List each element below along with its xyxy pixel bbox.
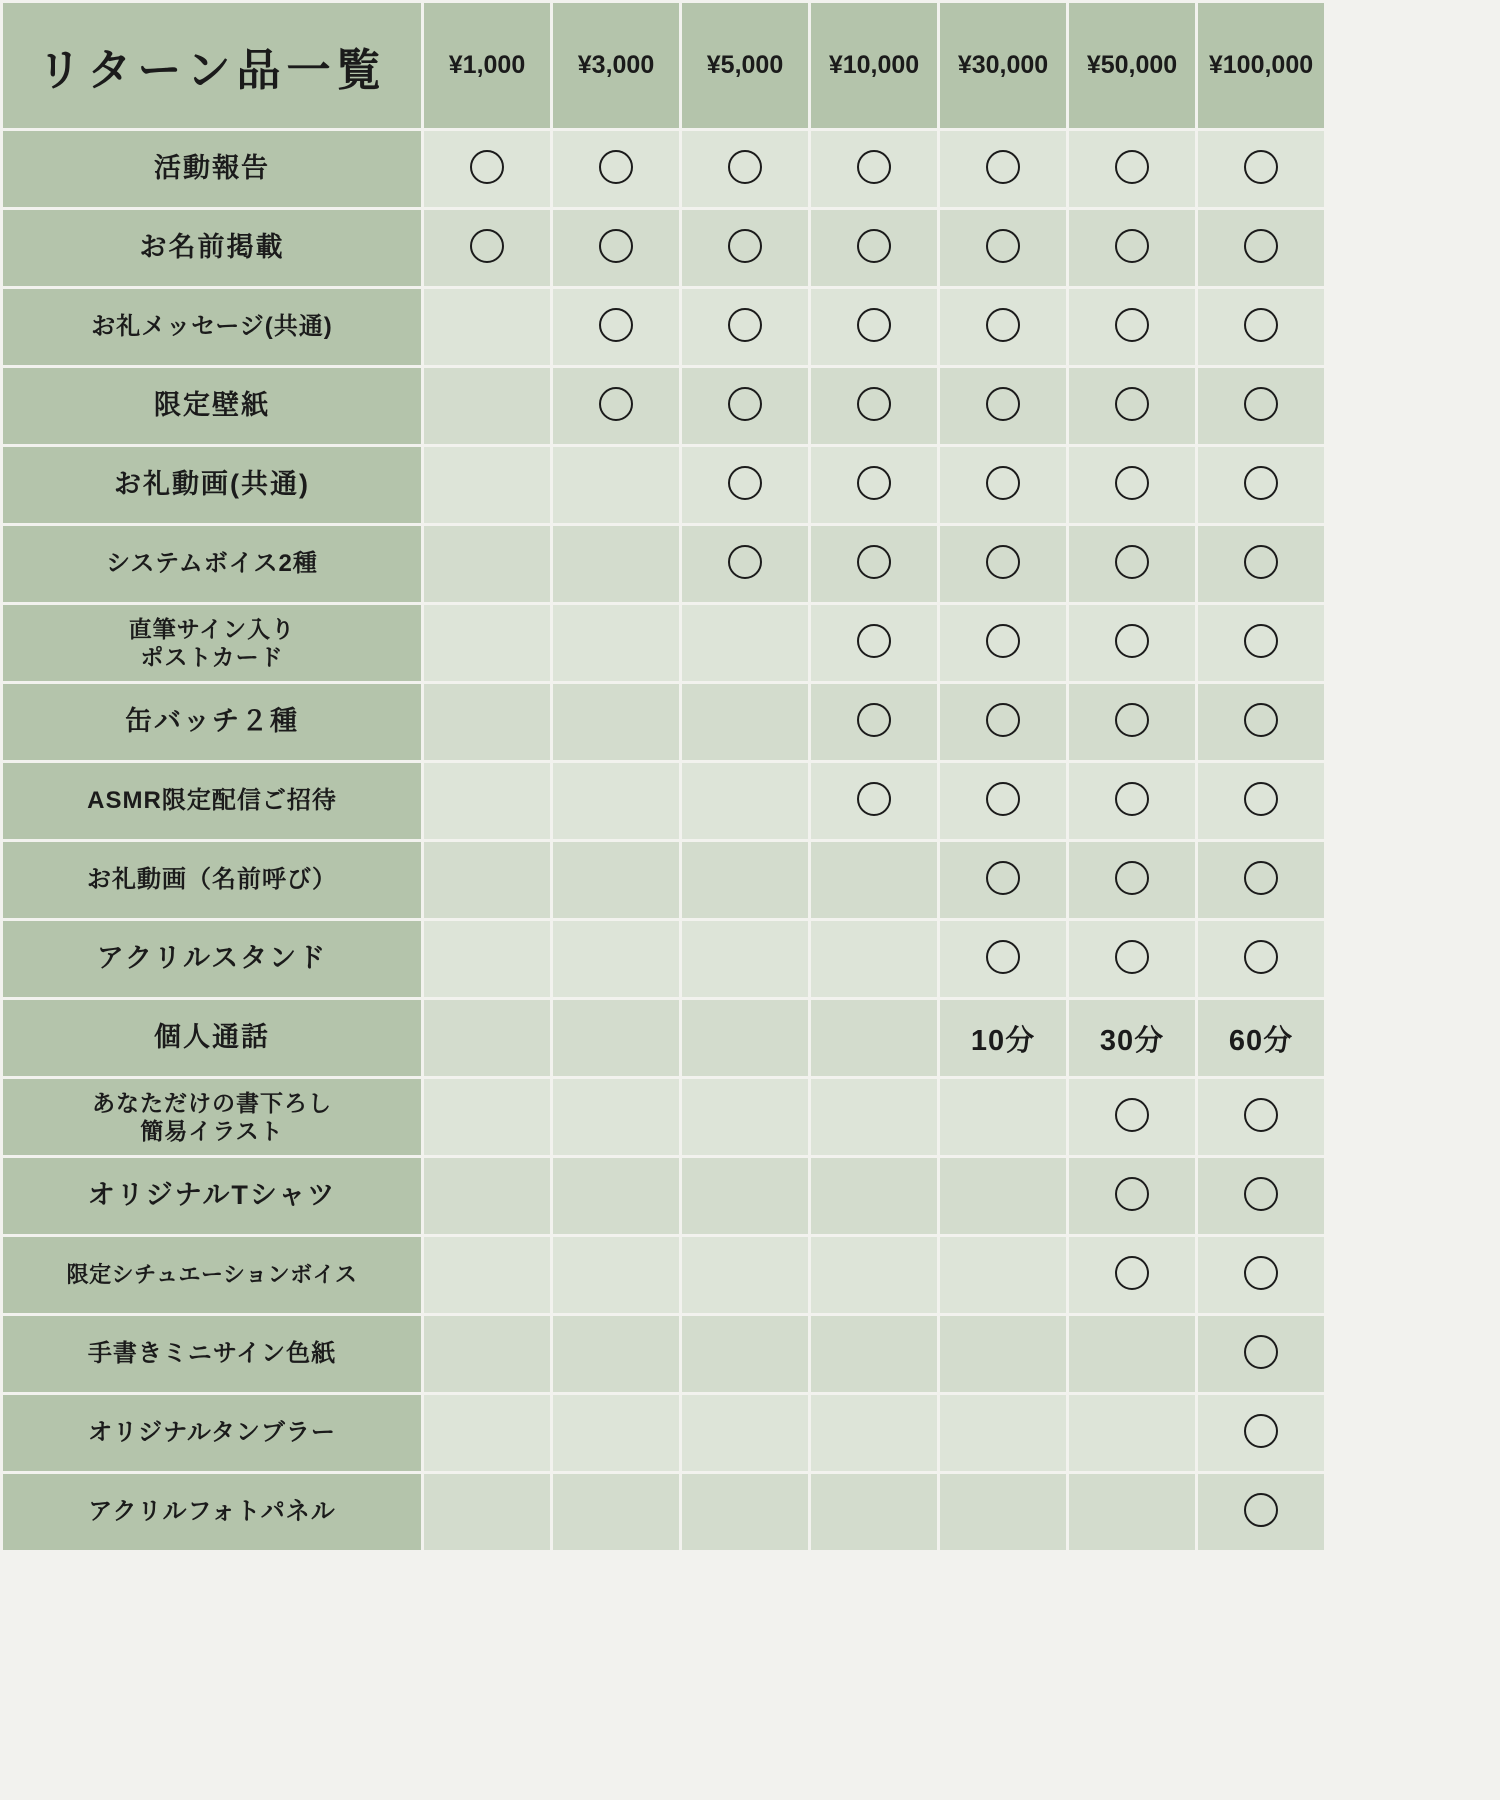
table-row bbox=[3, 921, 1324, 997]
cell-value: 30分 bbox=[1099, 1024, 1165, 1057]
table-row bbox=[3, 605, 1324, 681]
row-label-line: ASMR限定配信ご招待 bbox=[87, 787, 337, 815]
table-cell bbox=[1198, 605, 1324, 681]
table-cell bbox=[1198, 1395, 1324, 1471]
table-cell bbox=[682, 131, 808, 207]
table-cell bbox=[682, 1316, 808, 1392]
table-cell bbox=[682, 684, 808, 760]
table-row bbox=[3, 526, 1324, 602]
table-cell bbox=[1198, 921, 1324, 997]
row-label bbox=[3, 447, 421, 523]
row-label-line: ポストカード bbox=[140, 644, 284, 670]
circle-mark-icon bbox=[1115, 466, 1149, 500]
tier-header-1: ¥1,000 bbox=[424, 3, 550, 128]
table-cell bbox=[682, 1158, 808, 1234]
row-label bbox=[3, 921, 421, 997]
table-cell bbox=[1069, 368, 1195, 444]
circle-mark-icon bbox=[1115, 940, 1149, 974]
circle-mark-icon bbox=[599, 150, 633, 184]
row-label bbox=[3, 210, 421, 286]
table-cell bbox=[1069, 289, 1195, 365]
circle-mark-icon bbox=[728, 308, 762, 342]
circle-mark-icon bbox=[986, 861, 1020, 895]
circle-mark-icon bbox=[1244, 940, 1278, 974]
table-row bbox=[3, 1474, 1324, 1550]
table-cell bbox=[553, 1000, 679, 1076]
tier-header-6: ¥50,000 bbox=[1069, 3, 1195, 128]
table-cell bbox=[424, 684, 550, 760]
row-label bbox=[3, 1474, 421, 1550]
table-row bbox=[3, 1079, 1324, 1155]
table-row bbox=[3, 1000, 1324, 1076]
row-label-line: 直筆サイン入り bbox=[128, 615, 296, 642]
table-cell bbox=[1198, 289, 1324, 365]
row-label-line: オリジナルTシャツ bbox=[87, 1180, 337, 1211]
table-cell bbox=[811, 921, 937, 997]
circle-mark-icon bbox=[986, 782, 1020, 816]
table-cell bbox=[1069, 447, 1195, 523]
table-cell bbox=[1069, 842, 1195, 918]
table-cell bbox=[682, 447, 808, 523]
table-cell bbox=[940, 684, 1066, 760]
table-cell bbox=[1198, 1000, 1324, 1076]
row-label-line: オリジナルタンブラー bbox=[88, 1419, 336, 1447]
circle-mark-icon bbox=[857, 229, 891, 263]
table-cell bbox=[1198, 210, 1324, 286]
circle-mark-icon bbox=[857, 150, 891, 184]
circle-mark-icon bbox=[1244, 150, 1278, 184]
circle-mark-icon bbox=[470, 150, 504, 184]
circle-mark-icon bbox=[1244, 782, 1278, 816]
table-cell bbox=[1198, 1079, 1324, 1155]
table-header bbox=[3, 3, 1324, 128]
table-cell bbox=[1198, 1237, 1324, 1313]
circle-mark-icon bbox=[1244, 387, 1278, 421]
circle-mark-icon bbox=[728, 466, 762, 500]
table-cell bbox=[940, 526, 1066, 602]
circle-mark-icon bbox=[599, 229, 633, 263]
table-row bbox=[3, 1395, 1324, 1471]
circle-mark-icon bbox=[1244, 308, 1278, 342]
table-cell bbox=[682, 526, 808, 602]
table-cell bbox=[811, 842, 937, 918]
row-label-line: システムボイス2種 bbox=[106, 550, 318, 578]
table-cell bbox=[940, 368, 1066, 444]
table-cell bbox=[553, 763, 679, 839]
table-cell bbox=[424, 210, 550, 286]
circle-mark-icon bbox=[1115, 308, 1149, 342]
table-cell bbox=[1198, 1474, 1324, 1550]
table-row bbox=[3, 763, 1324, 839]
table-cell bbox=[682, 1474, 808, 1550]
table-cell bbox=[553, 1395, 679, 1471]
table-cell bbox=[424, 447, 550, 523]
table-cell bbox=[1198, 447, 1324, 523]
table-cell bbox=[1198, 1316, 1324, 1392]
table-cell bbox=[424, 1000, 550, 1076]
table-cell bbox=[1069, 210, 1195, 286]
table-cell bbox=[1069, 684, 1195, 760]
table-cell bbox=[553, 1079, 679, 1155]
table-cell bbox=[1069, 921, 1195, 997]
table-cell bbox=[1069, 526, 1195, 602]
table-cell bbox=[553, 1237, 679, 1313]
row-label bbox=[3, 526, 421, 602]
circle-mark-icon bbox=[470, 229, 504, 263]
circle-mark-icon bbox=[857, 308, 891, 342]
table-cell bbox=[811, 1395, 937, 1471]
table-cell bbox=[424, 1079, 550, 1155]
circle-mark-icon bbox=[986, 229, 1020, 263]
table-cell bbox=[682, 842, 808, 918]
circle-mark-icon bbox=[728, 387, 762, 421]
table-cell bbox=[940, 1237, 1066, 1313]
table-cell bbox=[811, 605, 937, 681]
table-cell bbox=[682, 289, 808, 365]
table-cell bbox=[682, 1395, 808, 1471]
circle-mark-icon bbox=[728, 150, 762, 184]
table-cell bbox=[940, 447, 1066, 523]
table-cell bbox=[940, 763, 1066, 839]
circle-mark-icon bbox=[1244, 1493, 1278, 1527]
table-cell bbox=[553, 684, 679, 760]
row-label bbox=[3, 1395, 421, 1471]
circle-mark-icon bbox=[1244, 1414, 1278, 1448]
table-cell bbox=[682, 921, 808, 997]
table-cell bbox=[424, 1237, 550, 1313]
table-cell bbox=[811, 210, 937, 286]
table-cell bbox=[424, 763, 550, 839]
row-label bbox=[3, 842, 421, 918]
table-row bbox=[3, 368, 1324, 444]
table-cell bbox=[1069, 1237, 1195, 1313]
table-row bbox=[3, 684, 1324, 760]
table-cell bbox=[1069, 1000, 1195, 1076]
circle-mark-icon bbox=[1115, 1098, 1149, 1132]
circle-mark-icon bbox=[1115, 703, 1149, 737]
table-cell bbox=[682, 1000, 808, 1076]
table-row bbox=[3, 842, 1324, 918]
table-row bbox=[3, 1237, 1324, 1313]
cell-value: 60分 bbox=[1228, 1024, 1294, 1057]
table-cell bbox=[553, 447, 679, 523]
table-row bbox=[3, 210, 1324, 286]
table-cell bbox=[811, 1000, 937, 1076]
table-cell bbox=[940, 289, 1066, 365]
row-label-line: お礼動画(共通) bbox=[114, 469, 310, 500]
circle-mark-icon bbox=[857, 466, 891, 500]
table-cell bbox=[940, 131, 1066, 207]
row-label bbox=[3, 1316, 421, 1392]
table-cell bbox=[811, 1316, 937, 1392]
circle-mark-icon bbox=[986, 466, 1020, 500]
table-cell bbox=[811, 684, 937, 760]
table-cell bbox=[424, 289, 550, 365]
circle-mark-icon bbox=[986, 545, 1020, 579]
circle-mark-icon bbox=[1244, 703, 1278, 737]
table-cell bbox=[1069, 763, 1195, 839]
table-cell bbox=[940, 210, 1066, 286]
table-cell bbox=[811, 526, 937, 602]
table-cell bbox=[940, 1158, 1066, 1234]
circle-mark-icon bbox=[1115, 229, 1149, 263]
table-row bbox=[3, 131, 1324, 207]
table-cell bbox=[940, 1395, 1066, 1471]
row-label bbox=[3, 763, 421, 839]
table-cell bbox=[811, 1158, 937, 1234]
table-cell bbox=[940, 1000, 1066, 1076]
tier-header-7: ¥100,000 bbox=[1198, 3, 1324, 128]
table-cell bbox=[553, 526, 679, 602]
circle-mark-icon bbox=[1115, 624, 1149, 658]
row-label bbox=[3, 1079, 421, 1155]
table-cell bbox=[940, 1316, 1066, 1392]
tier-header-3: ¥5,000 bbox=[682, 3, 808, 128]
circle-mark-icon bbox=[857, 387, 891, 421]
table-cell bbox=[1069, 1316, 1195, 1392]
circle-mark-icon bbox=[599, 387, 633, 421]
row-label-line: あなただけの書下ろし bbox=[92, 1089, 332, 1116]
table-cell bbox=[682, 1079, 808, 1155]
table-cell bbox=[553, 842, 679, 918]
table-cell bbox=[811, 1237, 937, 1313]
row-label bbox=[3, 605, 421, 681]
row-label-line: 限定壁紙 bbox=[154, 390, 270, 421]
circle-mark-icon bbox=[1115, 861, 1149, 895]
circle-mark-icon bbox=[986, 150, 1020, 184]
table-cell bbox=[1069, 1395, 1195, 1471]
circle-mark-icon bbox=[986, 940, 1020, 974]
table-cell bbox=[424, 131, 550, 207]
table-cell bbox=[424, 1158, 550, 1234]
circle-mark-icon bbox=[1244, 1256, 1278, 1290]
table-cell bbox=[811, 1079, 937, 1155]
table-cell bbox=[553, 210, 679, 286]
table-row bbox=[3, 1316, 1324, 1392]
table-cell bbox=[424, 1316, 550, 1392]
table-cell bbox=[424, 368, 550, 444]
table-cell bbox=[811, 447, 937, 523]
table-cell bbox=[940, 842, 1066, 918]
row-label-line: 簡易イラスト bbox=[140, 1118, 284, 1144]
tier-header-5: ¥30,000 bbox=[940, 3, 1066, 128]
table-cell bbox=[424, 605, 550, 681]
table-cell bbox=[940, 605, 1066, 681]
circle-mark-icon bbox=[857, 624, 891, 658]
circle-mark-icon bbox=[986, 387, 1020, 421]
table-cell bbox=[811, 131, 937, 207]
row-label-line: アクリルスタンド bbox=[96, 943, 328, 974]
row-label-line: お礼メッセージ(共通) bbox=[91, 313, 333, 341]
table-cell bbox=[424, 921, 550, 997]
circle-mark-icon bbox=[1244, 624, 1278, 658]
table-cell bbox=[553, 605, 679, 681]
table-cell bbox=[940, 1079, 1066, 1155]
table-cell bbox=[940, 921, 1066, 997]
table-cell bbox=[811, 763, 937, 839]
table-cell bbox=[553, 921, 679, 997]
table-cell bbox=[940, 1474, 1066, 1550]
table-cell bbox=[553, 1316, 679, 1392]
table-cell bbox=[424, 1474, 550, 1550]
table-cell bbox=[1198, 763, 1324, 839]
table-cell bbox=[553, 1158, 679, 1234]
row-label bbox=[3, 1000, 421, 1076]
table-cell bbox=[682, 763, 808, 839]
table-cell bbox=[811, 1474, 937, 1550]
circle-mark-icon bbox=[857, 545, 891, 579]
table-cell bbox=[682, 1237, 808, 1313]
circle-mark-icon bbox=[728, 545, 762, 579]
table-cell bbox=[424, 1395, 550, 1471]
table-cell bbox=[553, 368, 679, 444]
circle-mark-icon bbox=[986, 624, 1020, 658]
tier-header-4: ¥10,000 bbox=[811, 3, 937, 128]
table-body bbox=[3, 131, 1324, 1550]
circle-mark-icon bbox=[1115, 545, 1149, 579]
row-label bbox=[3, 1237, 421, 1313]
table-title: リターン品一覧 bbox=[3, 3, 421, 128]
circle-mark-icon bbox=[857, 703, 891, 737]
row-label-line: 缶バッチ２種 bbox=[125, 706, 299, 737]
row-label bbox=[3, 368, 421, 444]
table-cell bbox=[1198, 526, 1324, 602]
circle-mark-icon bbox=[1244, 466, 1278, 500]
circle-mark-icon bbox=[857, 782, 891, 816]
circle-mark-icon bbox=[1115, 387, 1149, 421]
table-cell bbox=[1198, 1158, 1324, 1234]
table-cell bbox=[811, 368, 937, 444]
table-cell bbox=[1069, 605, 1195, 681]
row-label-line: 限定シチュエーションボイス bbox=[66, 1262, 358, 1288]
circle-mark-icon bbox=[1115, 1256, 1149, 1290]
header-row bbox=[3, 3, 1324, 128]
circle-mark-icon bbox=[986, 308, 1020, 342]
circle-mark-icon bbox=[1115, 782, 1149, 816]
table-cell bbox=[1198, 842, 1324, 918]
table-cell bbox=[424, 842, 550, 918]
circle-mark-icon bbox=[728, 229, 762, 263]
table-cell bbox=[1198, 684, 1324, 760]
circle-mark-icon bbox=[1115, 150, 1149, 184]
table-cell bbox=[682, 368, 808, 444]
table-row bbox=[3, 1158, 1324, 1234]
table-row bbox=[3, 289, 1324, 365]
row-label-line: 手書きミニサイン色紙 bbox=[87, 1340, 337, 1368]
table-cell bbox=[1069, 1079, 1195, 1155]
circle-mark-icon bbox=[1244, 229, 1278, 263]
circle-mark-icon bbox=[1244, 1098, 1278, 1132]
circle-mark-icon bbox=[599, 308, 633, 342]
circle-mark-icon bbox=[986, 703, 1020, 737]
table-cell bbox=[553, 131, 679, 207]
circle-mark-icon bbox=[1244, 545, 1278, 579]
circle-mark-icon bbox=[1244, 861, 1278, 895]
table-cell bbox=[553, 1474, 679, 1550]
table-cell bbox=[424, 526, 550, 602]
row-label-line: 活動報告 bbox=[154, 153, 270, 184]
table-cell bbox=[1069, 1158, 1195, 1234]
circle-mark-icon bbox=[1244, 1335, 1278, 1369]
row-label-line: アクリルフォトパネル bbox=[88, 1498, 336, 1526]
table-cell bbox=[811, 289, 937, 365]
table-cell bbox=[1069, 131, 1195, 207]
row-label bbox=[3, 684, 421, 760]
cell-value: 10分 bbox=[970, 1024, 1036, 1057]
table-cell bbox=[682, 605, 808, 681]
table-row bbox=[3, 447, 1324, 523]
table-cell bbox=[1198, 131, 1324, 207]
row-label bbox=[3, 131, 421, 207]
table-cell bbox=[553, 289, 679, 365]
table-cell bbox=[682, 210, 808, 286]
row-label bbox=[3, 1158, 421, 1234]
circle-mark-icon bbox=[1244, 1177, 1278, 1211]
tier-header-2: ¥3,000 bbox=[553, 3, 679, 128]
table-cell bbox=[1069, 1474, 1195, 1550]
circle-mark-icon bbox=[1115, 1177, 1149, 1211]
row-label-line: お名前掲載 bbox=[139, 232, 285, 263]
row-label-line: お礼動画（名前呼び） bbox=[87, 866, 337, 894]
row-label-line: 個人通話 bbox=[154, 1022, 270, 1053]
row-label bbox=[3, 289, 421, 365]
table-cell bbox=[1198, 368, 1324, 444]
